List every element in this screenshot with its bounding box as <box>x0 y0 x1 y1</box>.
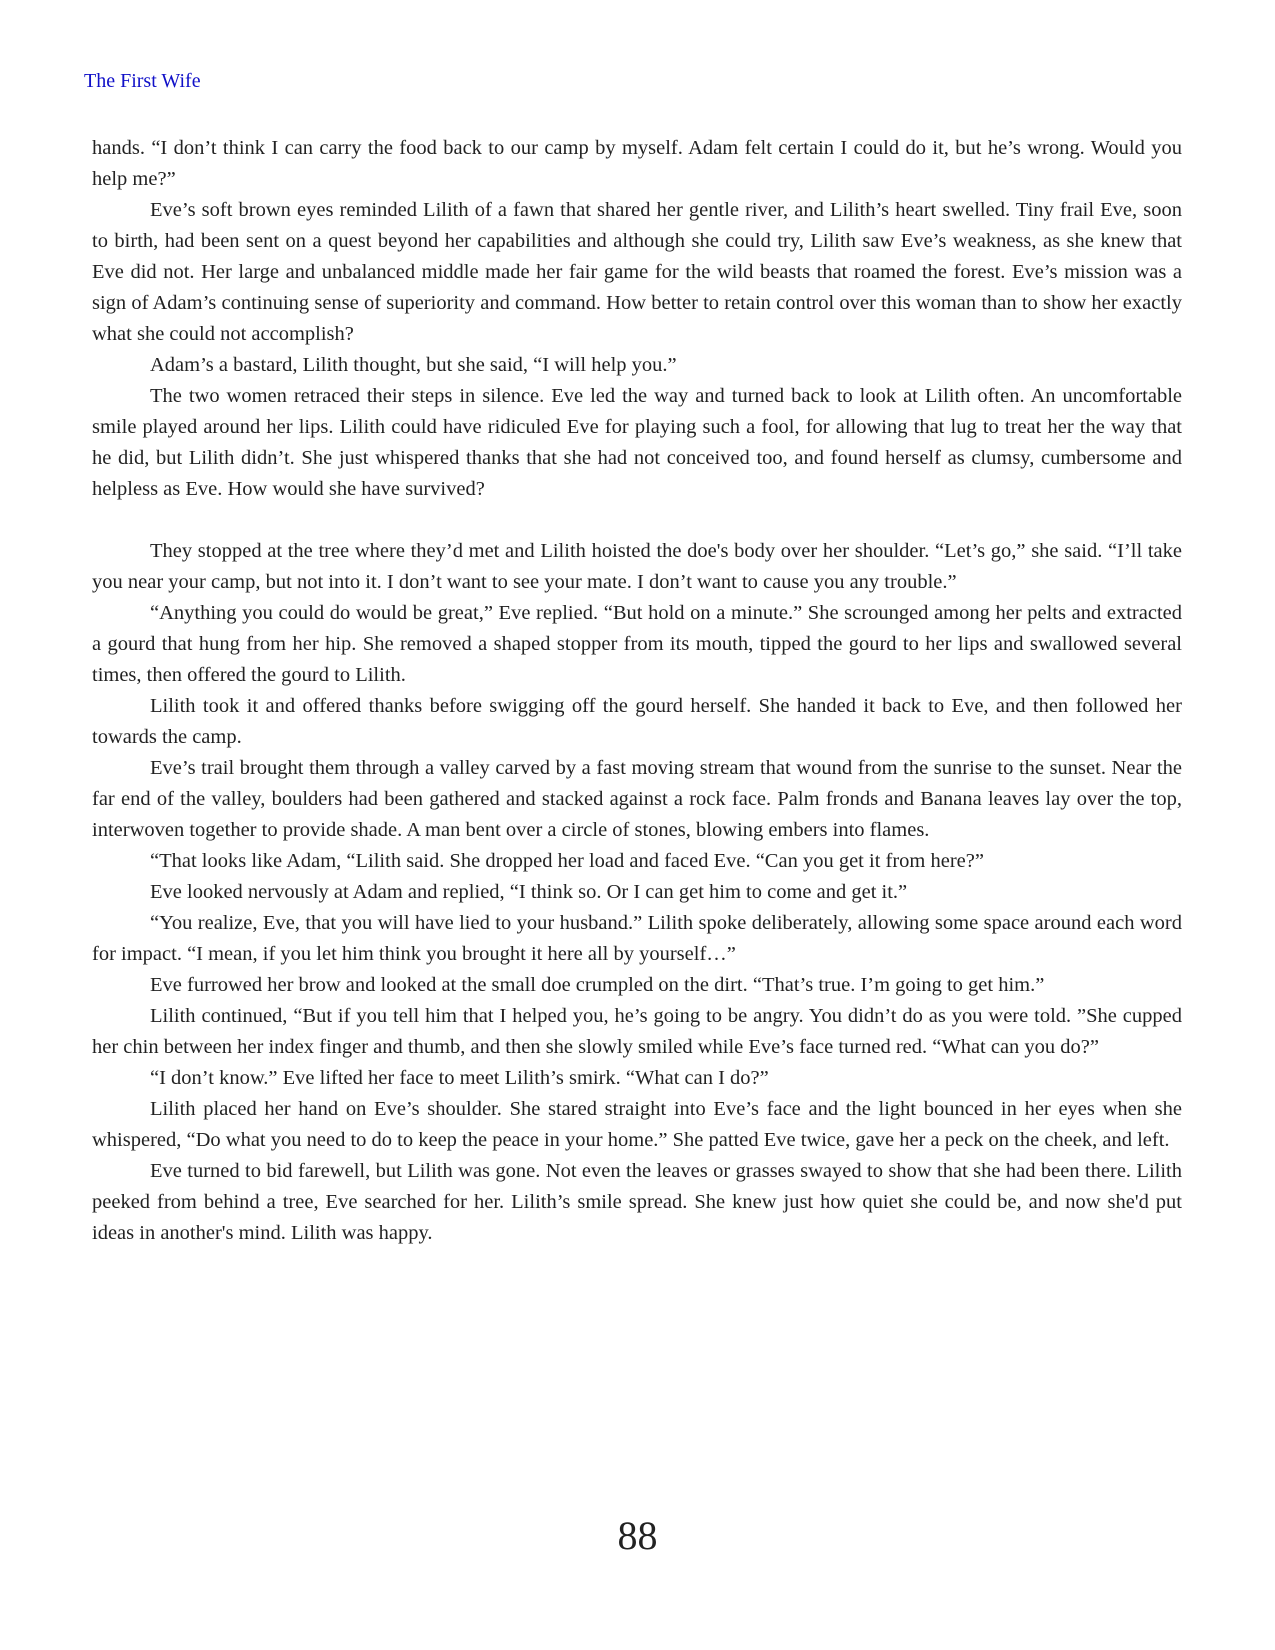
paragraph: Eve furrowed her brow and looked at the small doe crumpled on the dirt. “That’s true. I’m going to get him.” <box>150 974 1045 996</box>
paragraph: hands. “I don’t think I can carry the food back to our camp by myself. Adam felt certain I could do it, but he’s wrong. Would you help me?” <box>92 137 1182 190</box>
running-header-title: The First Wife <box>84 70 201 92</box>
paragraph: Eve’s trail brought them through a valley carved by a fast moving stream that wound from the sunrise to the sunset. Near the far end of the valley, boulders had been gathered and stacked against a rock face. Palm fronds and Banana leaves lay over the top, interwoven together to provide shade. A man bent over a circle of stones, blowing embers into flames. <box>92 757 1182 841</box>
body-text <box>92 133 1182 1249</box>
paragraph: Lilith continued, “But if you tell him that I helped you, he’s going to be angry. You didn’t do as you were told. ”She cupped her chin between her index finger and thumb, and then she slowly smiled while Eve’s face turned red. “What can you do?” <box>92 1005 1182 1058</box>
paragraph: Eve’s soft brown eyes reminded Lilith of a fawn that shared her gentle river, and Lilith’s heart swelled. Tiny frail Eve, soon to birth, had been sent on a quest beyond her capabilities and although she could try, Lilith saw Eve’s weakness, as she knew that Eve did not. Her large and unbalanced middle made her fair game for the wild beasts that roamed the forest. Eve’s mission was a sign of Adam’s continuing sense of superiority and command. How better to retain control over this woman than to show her exactly what she could not accomplish? <box>92 199 1182 345</box>
paragraph: Lilith took it and offered thanks before swigging off the gourd herself. She handed it back to Eve, and then followed her towards the camp. <box>92 695 1182 748</box>
paragraph: “That looks like Adam, “Lilith said. She dropped her load and faced Eve. “Can you get it from here?” <box>150 850 984 872</box>
paragraph: “I don’t know.” Eve lifted her face to meet Lilith’s smirk. “What can I do?” <box>150 1067 769 1089</box>
paragraph: The two women retraced their steps in silence. Eve led the way and turned back to look at Lilith often. An uncomfortable smile played around her lips. Lilith could have ridiculed Eve for playing such a fool, for allowing that lug to treat her the way that he did, but Lilith didn’t. She just whispered thanks that she had not conceived too, and found herself as clumsy, cumbersome and helpless as Eve. How would she have survived? <box>92 385 1182 500</box>
paragraph: Adam’s a bastard, Lilith thought, but she said, “I will help you.” <box>150 354 677 376</box>
paragraph: Lilith placed her hand on Eve’s shoulder. She stared straight into Eve’s face and the light bounced in her eyes when she whispered, “Do what you need to do to keep the peace in your home.” She patted Eve twice, gave her a peck on the cheek, and left. <box>92 1098 1182 1151</box>
paragraph: “You realize, Eve, that you will have lied to your husband.” Lilith spoke deliberately, allowing some space around each word for impact. “I mean, if you let him think you brought it here all by yourself…” <box>92 912 1182 965</box>
paragraph: They stopped at the tree where they’d met and Lilith hoisted the doe's body over her shoulder. “Let’s go,” she said. “I’ll take you near your camp, but not into it. I don’t want to see your mate. I don’t want to cause you any trouble.” <box>92 540 1182 593</box>
paragraph: Eve looked nervously at Adam and replied, “I think so. Or I can get him to come and get it.” <box>150 881 908 903</box>
paragraph: Eve turned to bid farewell, but Lilith was gone. Not even the leaves or grasses swayed to show that she had been there. Lilith peeked from behind a tree, Eve searched for her. Lilith’s smile spread. She knew just how quiet she could be, and now she'd put ideas in another's mind. Lilith was happy. <box>92 1160 1182 1244</box>
page-number: 88 <box>617 1513 658 1558</box>
paragraph: “Anything you could do would be great,” Eve replied. “But hold on a minute.” She scrounged among her pelts and extracted a gourd that hung from her hip. She removed a shaped stopper from its mouth, tipped the gourd to her lips and swallowed several times, then offered the gourd to Lilith. <box>92 602 1182 686</box>
